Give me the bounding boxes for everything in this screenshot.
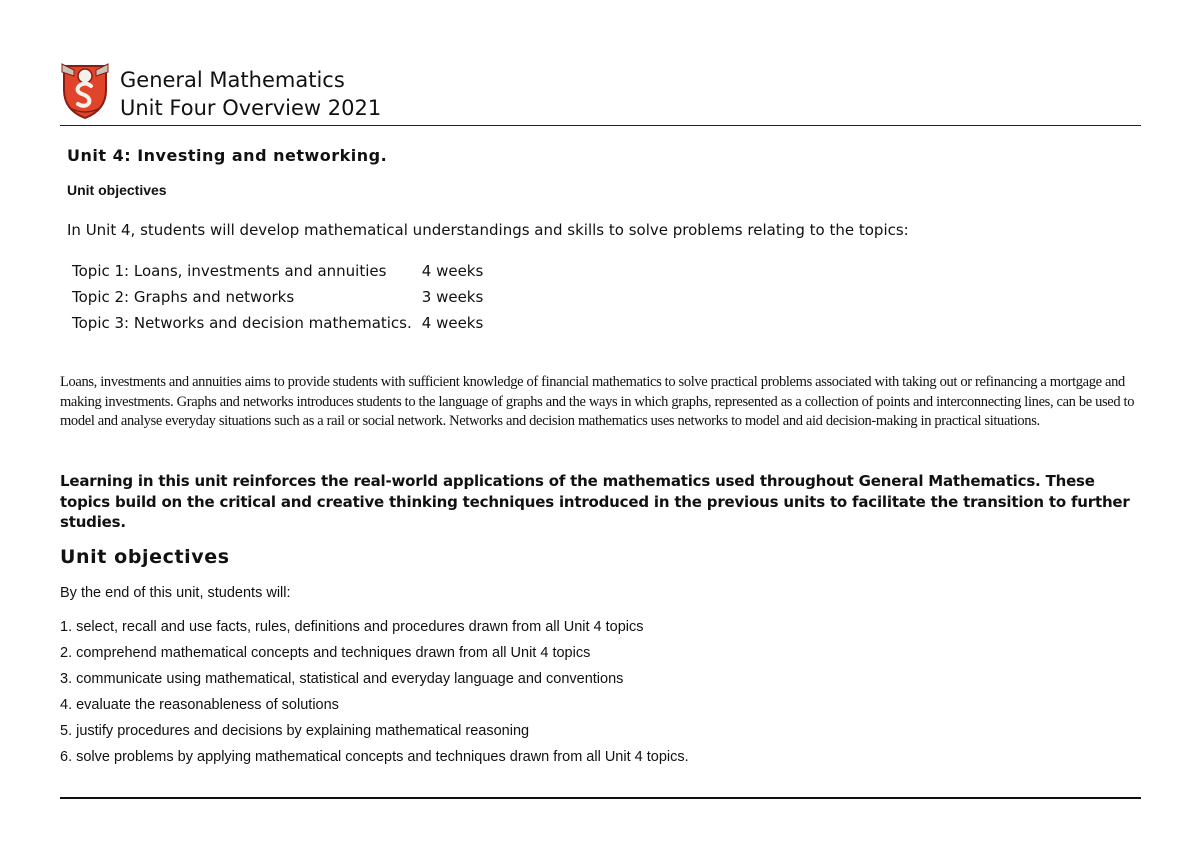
unit-objectives-label: Unit objectives xyxy=(67,182,167,198)
objectives-lead: By the end of this unit, students will: xyxy=(60,585,291,601)
objectives-heading: Unit objectives xyxy=(60,546,230,568)
footer-divider xyxy=(60,797,1141,799)
unit-intro: In Unit 4, students will develop mathematical understandings and skills to solve problems relating to the topics: xyxy=(67,221,909,239)
topic-name: Topic 2: Graphs and networks xyxy=(72,288,295,306)
objective-item: 4. evaluate the reasonableness of solutions xyxy=(60,697,339,713)
learning-paragraph: Learning in this unit reinforces the real-world applications of the mathematics used throughout General Mathematics. These topics build on the critical and creative thinking techniques introduced in the previous units to facilitate the transition to further studies. xyxy=(60,472,1130,531)
objectives-list xyxy=(60,614,689,770)
objective-item: 1. select, recall and use facts, rules, definitions and procedures drawn from all Unit 4 topics xyxy=(60,619,644,635)
header-title-line1: General Mathematics xyxy=(120,68,345,92)
topic-duration: 4 weeks xyxy=(421,262,484,280)
unit-heading: Unit 4: Investing and networking. xyxy=(67,146,388,165)
topic-name: Topic 1: Loans, investments and annuities xyxy=(72,262,387,280)
objective-item: 5. justify procedures and decisions by explaining mathematical reasoning xyxy=(60,723,530,739)
topic-duration: 3 weeks xyxy=(421,288,484,306)
school-crest-logo xyxy=(60,60,110,120)
topic-duration: 4 weeks xyxy=(421,314,484,332)
topic-name: Topic 3: Networks and decision mathematics. xyxy=(72,314,412,332)
topic-row xyxy=(72,284,483,310)
objective-item: 3. communicate using mathematical, statistical and everyday language and conventions xyxy=(60,671,624,687)
topics-table xyxy=(72,258,483,336)
topic-row xyxy=(72,258,483,284)
header-title xyxy=(120,66,381,122)
header-divider xyxy=(60,125,1141,126)
objective-item: 2. comprehend mathematical concepts and techniques drawn from all Unit 4 topics xyxy=(60,645,591,661)
objective-item: 6. solve problems by applying mathematical concepts and techniques drawn from all Unit 4 topics. xyxy=(60,749,689,765)
header-title-line2: Unit Four Overview 2021 xyxy=(120,96,382,120)
topics-description: Loans, investments and annuities aims to provide students with sufficient knowledge of financial mathematics to solve practical problems associated with taking out or refinancing a mortgage and making investments. Graphs and networks introduces students to the language of graphs and the ways in which graphs, represented as a collection of points and interconnecting lines, can be used to model and analyse everyday situations such as a rail or social network. Networks and decision mathematics uses networks to model and aid decision-making in practical situations. xyxy=(60,374,1135,429)
topic-row xyxy=(72,310,483,336)
